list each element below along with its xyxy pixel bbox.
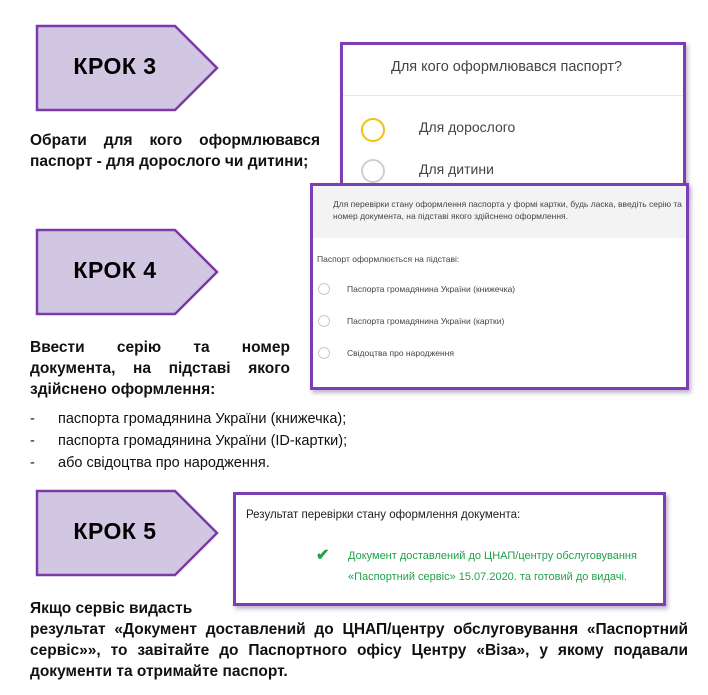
- result-line-1: Документ доставлений до ЦНАП/центру обслуговування: [348, 550, 637, 562]
- option-birth-certificate: Свідоцтва про народження: [347, 348, 454, 358]
- step-3-label: КРОК 3: [73, 52, 157, 79]
- list-item: - або свідоцтва про народження.: [30, 452, 347, 474]
- radio-adult[interactable]: [361, 118, 385, 142]
- step-5-arrow: [35, 489, 220, 577]
- step-4-instruction: Ввести серію та номер документа, на підставі якого здійснено оформлення:: [30, 339, 290, 398]
- question-text: Для кого оформлювався паспорт?: [391, 59, 623, 75]
- step-3-instruction: Обрати для кого оформлювався паспорт - для дорослого чи дитини;: [30, 132, 320, 170]
- step-5-label: КРОК 5: [73, 517, 157, 544]
- list-item-text: паспорта громадянина України (книжечка);: [58, 411, 347, 427]
- result-line-2: «Паспортний сервіс» 15.07.2020. та готовий до видачі.: [348, 571, 627, 583]
- list-item-text: паспорта громадянина України (ID-картки);: [58, 433, 348, 449]
- list-item: - паспорта громадянина України (ID-картки);: [30, 430, 347, 452]
- checkmark-icon: ✔: [316, 547, 330, 564]
- step-4-label: КРОК 4: [73, 256, 157, 283]
- radio-passport-card[interactable]: [318, 315, 330, 327]
- step-5-instruction-start: Якщо сервіс видасть: [30, 600, 193, 617]
- list-item: - паспорта громадянина України (книжечка);: [30, 408, 347, 430]
- radio-passport-book[interactable]: [318, 283, 330, 295]
- option-passport-book: Паспорта громадянина України (книжечка): [347, 284, 516, 294]
- note-text: Для перевірки стану оформлення паспорта у формі картки, будь ласка, введіть серію та номер документа, на підставі якого здійснено оформлення.: [333, 199, 682, 221]
- question-header: [343, 45, 683, 96]
- radio-birth-certificate[interactable]: [318, 347, 330, 359]
- option-passport-card: Паспорта громадянина України (картки): [347, 316, 505, 326]
- step-3-panel: [340, 42, 686, 198]
- list-item-text: або свідоцтва про народження.: [58, 455, 270, 471]
- step-3-arrow: [35, 24, 220, 112]
- radio-child[interactable]: [361, 159, 385, 183]
- option-adult-label: Для дорослого: [419, 119, 516, 135]
- step-5-panel: [233, 492, 666, 606]
- note-box: [313, 186, 686, 238]
- basis-label: Паспорт оформлюється на підставі:: [317, 254, 460, 264]
- document-types-list: [30, 408, 347, 474]
- result-title: Результат перевірки стану оформлення документа:: [246, 509, 521, 521]
- step-5-instruction: результат «Документ доставлений до ЦНАП/центру обслуговування «Паспортний сервіс»», то завітайте до Паспортного офісу Центру «Віза», у якому подавали документи та отримайте паспорт.: [30, 621, 688, 680]
- step-4-panel: [310, 183, 689, 390]
- option-child-label: Для дитини: [419, 161, 494, 177]
- step-4-arrow: [35, 228, 220, 316]
